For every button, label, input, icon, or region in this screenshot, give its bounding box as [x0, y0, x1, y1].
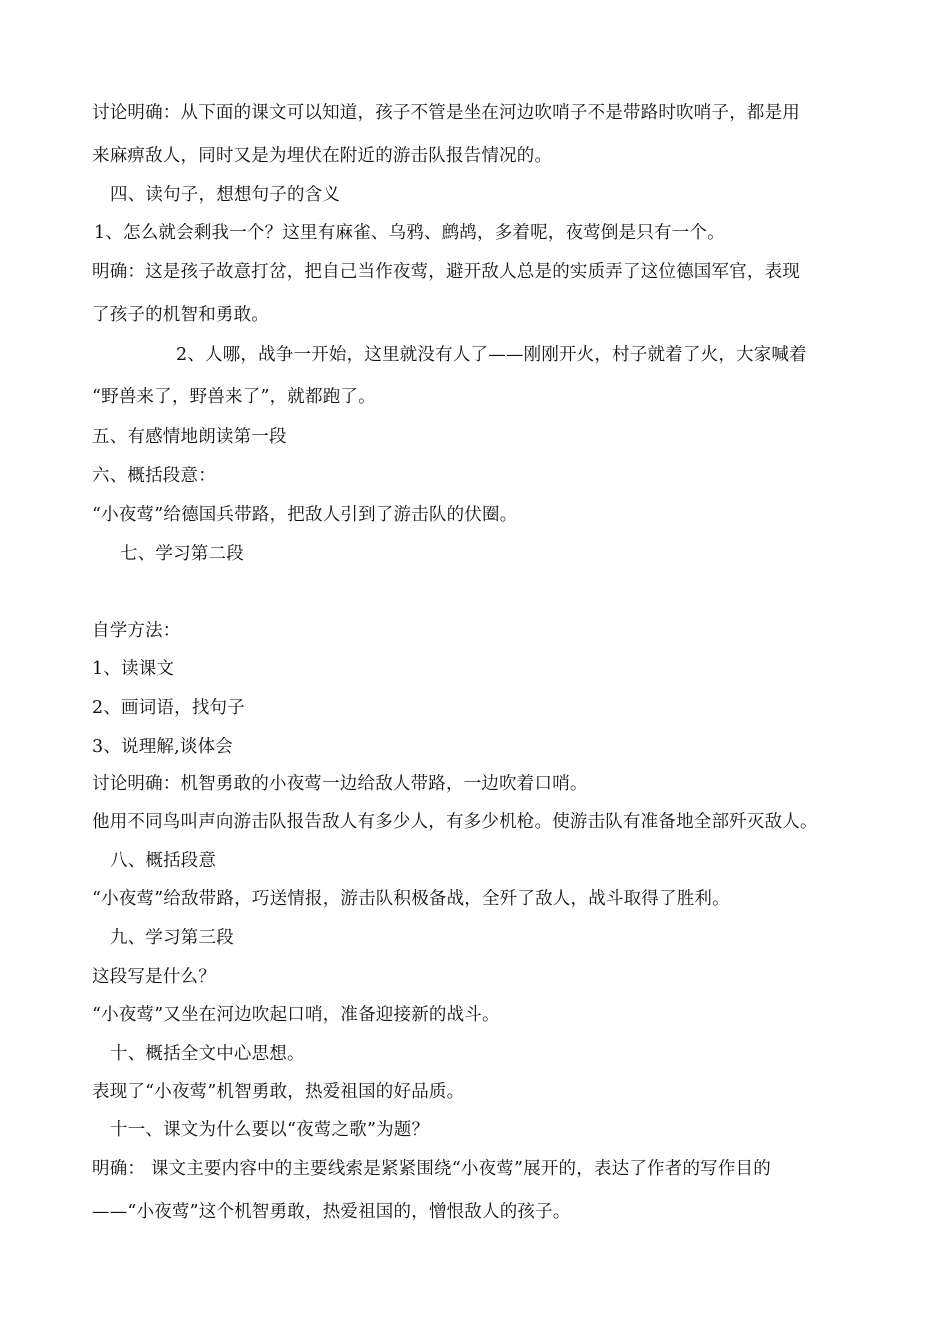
- section-heading: 六、概括段意：: [92, 466, 216, 486]
- section-heading: 十、概括全文中心思想。: [110, 1044, 305, 1064]
- list-item: 2、画词语，找句子: [92, 698, 245, 718]
- list-item: 1、读课文: [92, 659, 175, 679]
- section-heading: 四、读句子，想想句子的含义: [110, 185, 341, 205]
- text-line: “小夜莺”给德国兵带路，把敌人引到了游击队的伏圈。: [92, 505, 518, 525]
- text-line: 明确： 课文主要内容中的主要线索是紧紧围绕“小夜莺”展开的，表达了作者的写作目的: [92, 1159, 771, 1179]
- text-line: “小夜莺”又坐在河边吹起口哨，准备迎接新的战斗。: [92, 1005, 500, 1025]
- section-heading: 八、概括段意: [110, 851, 217, 871]
- text-line: 2、人哪，战争一开始，这里就没有人了——刚刚开火，村子就着了火，大家喊着: [176, 345, 807, 365]
- text-line: 了孩子的机智和勇敢。: [92, 305, 269, 325]
- text-line: 自学方法：: [92, 621, 181, 641]
- list-item: 3、说理解,谈体会: [92, 737, 233, 757]
- text-line: 来麻痹敌人，同时又是为埋伏在附近的游击队报告情况的。: [92, 146, 553, 166]
- section-heading: 五、有感情地朗读第一段: [92, 427, 287, 447]
- text-line: 表现了“小夜莺”机智勇敢，热爱祖国的好品质。: [92, 1082, 465, 1102]
- section-heading: 七、学习第二段: [120, 544, 244, 564]
- text-line: “野兽来了，野兽来了”，就都跑了。: [92, 387, 376, 407]
- text-line: 明确：这是孩子故意打岔，把自己当作夜莺，避开敌人总是的实质弄了这位德国军官，表现: [92, 262, 800, 282]
- text-line: 这段写是什么？: [92, 967, 216, 987]
- text-line: 讨论明确：从下面的课文可以知道，孩子不管是坐在河边吹哨子不是带路时吹哨子，都是用: [92, 103, 800, 123]
- text-line: 讨论明确：机智勇敢的小夜莺一边给敌人带路，一边吹着口哨。: [92, 774, 588, 794]
- text-line: “小夜莺”给敌带路，巧送情报，游击队积极备战，全歼了敌人，战斗取得了胜利。: [92, 889, 730, 909]
- section-heading: 九、学习第三段: [110, 928, 234, 948]
- text-line: 1、怎么就会剩我一个？这里有麻雀、乌鸦、鹧鸪，多着呢，夜莺倒是只有一个。: [94, 223, 725, 243]
- text-line: ——“小夜莺”这个机智勇敢，热爱祖国的，憎恨敌人的孩子。: [92, 1202, 571, 1222]
- section-heading: 十一、课文为什么要以“夜莺之歌”为题？: [110, 1120, 430, 1140]
- text-line: 他用不同鸟叫声向游击队报告敌人有多少人，有多少机枪。使游击队有准备地全部歼灭敌人。: [92, 812, 818, 832]
